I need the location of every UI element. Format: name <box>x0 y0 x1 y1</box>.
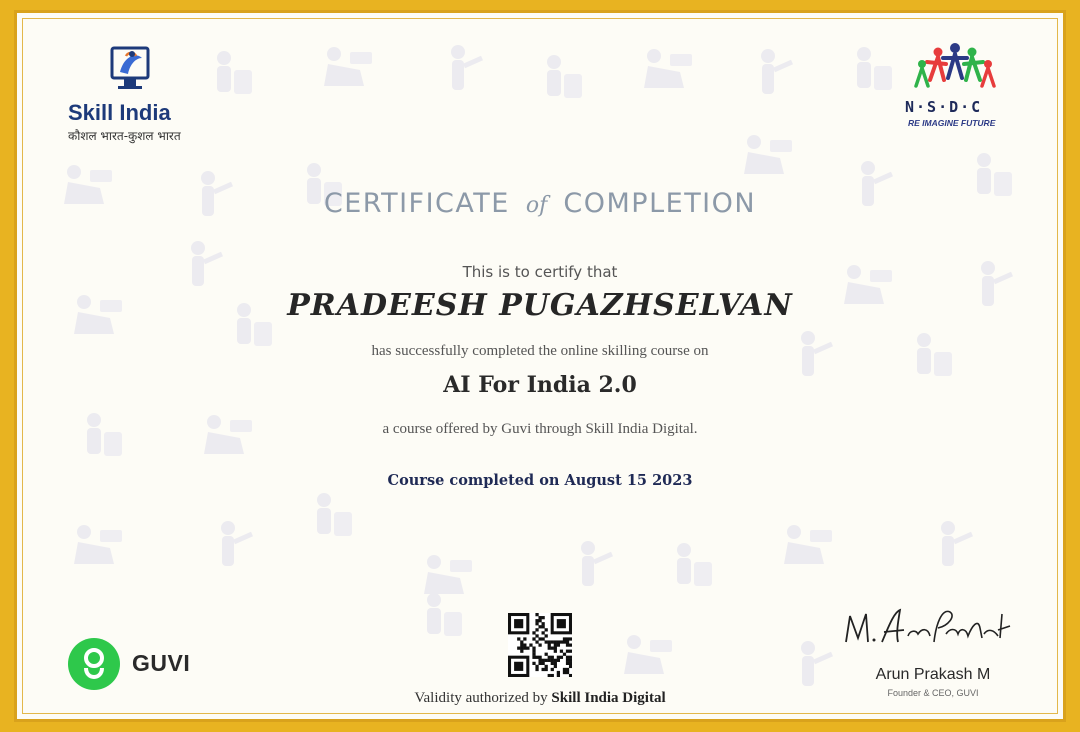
nsdc-tagline: RE IMAGINE FUTURE <box>908 118 996 128</box>
skill-india-emblem-icon <box>102 42 162 97</box>
background-figure-icon <box>300 490 360 540</box>
background-figure-icon <box>530 52 590 102</box>
guvi-wordmark: GUVI <box>132 650 191 676</box>
background-figure-icon <box>410 590 470 640</box>
course-name: AI For India 2.0 <box>443 372 637 398</box>
background-figure-icon <box>620 630 680 680</box>
background-figure-icon <box>740 130 800 180</box>
signatory-role: Founder & CEO, GUVI <box>887 688 979 698</box>
signature-icon <box>838 598 1018 656</box>
title-completion: COMPLETION <box>563 188 757 219</box>
verification-qr-code[interactable] <box>508 613 572 677</box>
offered-line: a course offered by Guvi through Skill India Digital. <box>382 421 698 437</box>
background-figure-icon <box>70 520 130 570</box>
nsdc-logo <box>910 38 1000 98</box>
nsdc-wordmark: N·S·D·C <box>905 98 983 116</box>
qr-code-icon <box>508 613 572 677</box>
completion-date: Course completed on August 15 2023 <box>387 472 693 489</box>
recipient-name: PRADEESH PUGAZHSELVAN <box>287 288 793 323</box>
certificate-title <box>0 188 1080 219</box>
background-figure-icon <box>780 520 840 570</box>
background-figure-icon <box>430 44 490 94</box>
validity-org: Skill India Digital <box>551 690 666 706</box>
title-of: of <box>525 193 548 218</box>
guvi-mark-icon <box>68 638 120 690</box>
background-figure-icon <box>200 520 260 570</box>
background-figure-icon <box>920 520 980 570</box>
background-figure-icon <box>740 48 800 98</box>
guvi-logo <box>68 638 120 690</box>
skill-india-tagline: कौशल भारत-कुशल भारत <box>68 129 181 143</box>
signatory-name: Arun Prakash M <box>875 666 991 683</box>
certify-line: This is to certify that <box>462 263 618 281</box>
background-figure-icon <box>640 44 700 94</box>
background-figure-icon <box>560 540 620 590</box>
signature-image <box>838 598 1018 656</box>
background-figure-icon <box>200 48 260 98</box>
title-certificate: CERTIFICATE <box>323 188 510 219</box>
completed-line: has successfully completed the online skilling course on <box>371 343 709 359</box>
nsdc-people-icon <box>910 38 1000 98</box>
background-figure-icon <box>840 44 900 94</box>
validity-prefix: Validity authorized by <box>414 690 548 706</box>
background-figure-icon <box>660 540 720 590</box>
background-figure-icon <box>320 42 380 92</box>
background-figure-icon <box>780 640 840 690</box>
skill-india-wordmark: Skill India <box>68 100 171 125</box>
